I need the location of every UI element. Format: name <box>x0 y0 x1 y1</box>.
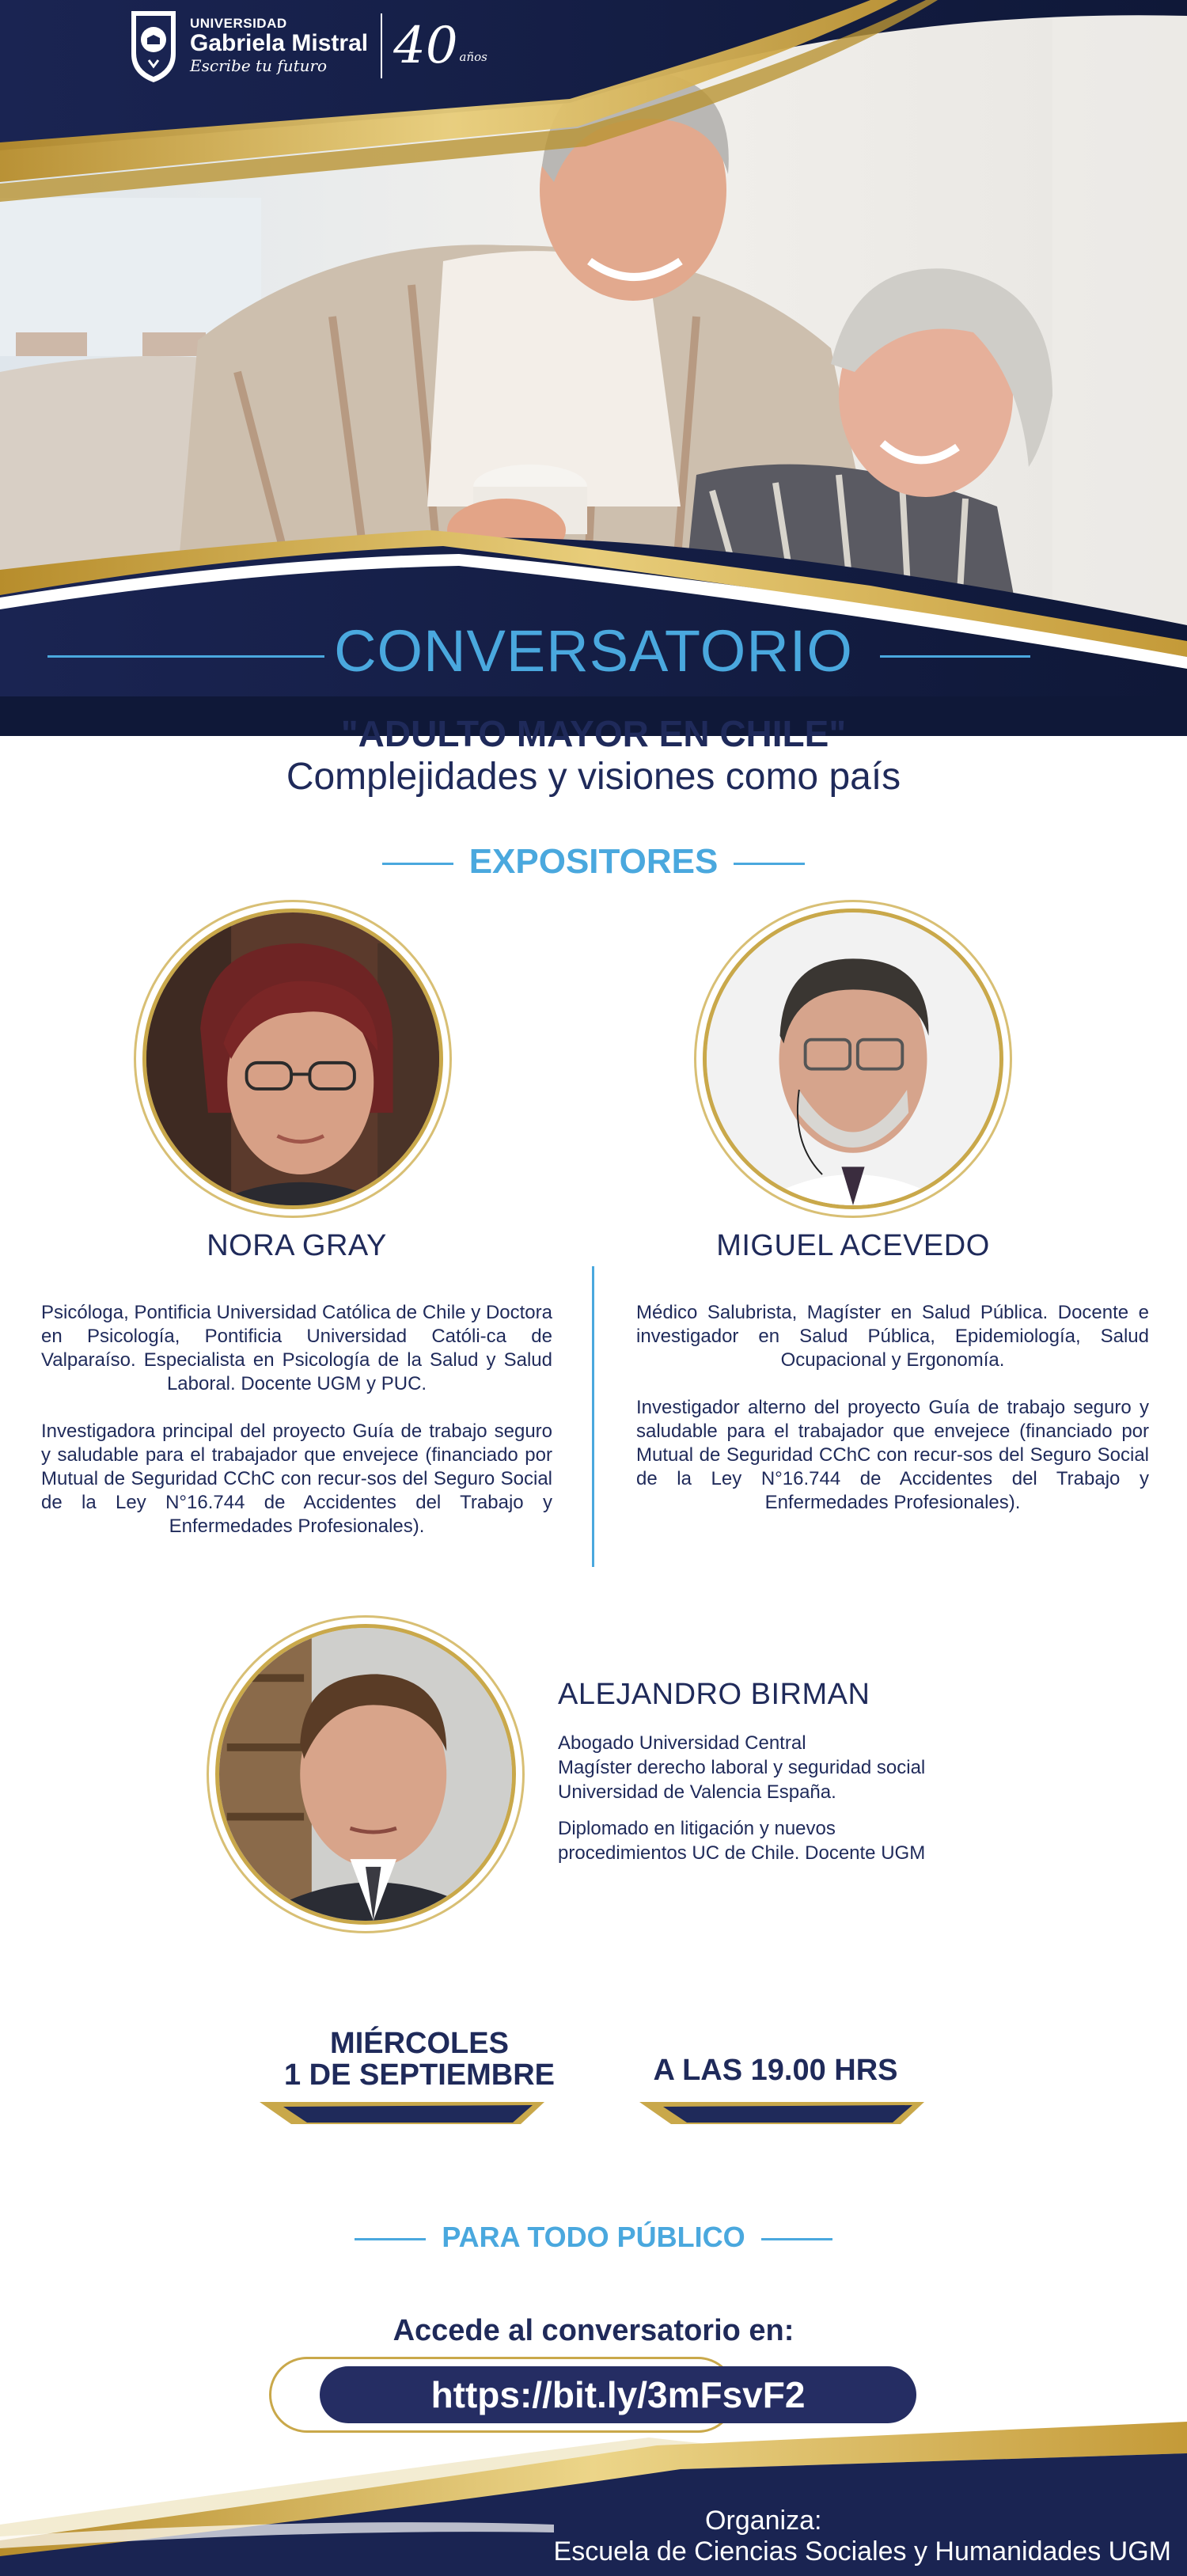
hero-banner <box>0 0 1187 736</box>
access-label: Accede al conversatorio en: <box>393 2314 794 2347</box>
speaker-bio-line: Magíster derecho laboral y seguridad social <box>558 1757 926 1778</box>
speaker-photo-nora-gray <box>142 909 443 1209</box>
university-wordmark <box>190 17 368 75</box>
university-logo[interactable] <box>128 8 487 84</box>
anniversary-number: 40 <box>393 17 458 75</box>
event-time: A LAS 19.00 HRS <box>653 2054 898 2087</box>
speaker-bio-paragraph: Psicóloga, Pontificia Universidad Católica de Chile y Doctora en Psicología, Pontificia Universidad Católi-ca de Valparaíso. Especialista en Psicología de la Salud y Salud Laboral. Docente UGM y PUC. <box>41 1302 552 1394</box>
organizer-name: Escuela de Ciencias Sociales y Humanidades UGM <box>553 2536 1171 2567</box>
speaker-bio-miguel-acevedo <box>636 1301 1149 1515</box>
speakers-heading-text: EXPOSITORES <box>468 842 719 881</box>
event-day: MIÉRCOLES <box>330 2027 509 2060</box>
alejandro-birman-portrait-image <box>219 1628 512 1921</box>
hero-title: CONVERSATORIO <box>334 618 853 684</box>
speaker-column-divider <box>592 1266 594 1567</box>
organizer-label: Organiza: <box>705 2506 822 2536</box>
speaker-bio-line: Abogado Universidad Central <box>558 1732 806 1754</box>
speaker-bio-paragraph <box>558 1731 1033 1804</box>
university-slogan: Escribe tu futuro <box>190 56 328 75</box>
speaker-name-nora-gray: NORA GRAY <box>207 1229 387 1262</box>
time-underline-swoosh <box>639 2099 924 2127</box>
audience-heading <box>0 2221 1187 2254</box>
anniversary-suffix: años <box>459 50 487 64</box>
audience-rule-right <box>761 2238 832 2240</box>
university-name: Gabriela Mistral <box>190 30 369 56</box>
speaker-bio-paragraph: Investigador alterno del proyecto Guía de trabajo seguro y saludable para el trabajador que envejece (financiado por Mutual de Seguridad CChC con recur-sos del Seguro Social de la Ley N°16.744 de Accidentes del Trabajo y Enfermedades Profesionales). <box>636 1397 1149 1513</box>
heading-rule-left <box>382 863 453 865</box>
speaker-bio-alejandro-birman <box>558 1731 1033 1865</box>
speaker-bio-line: procedimientos UC de Chile. Docente UGM <box>558 1842 926 1864</box>
speaker-name-miguel-acevedo: MIGUEL ACEVEDO <box>716 1229 990 1262</box>
title-rule-right <box>880 655 1030 658</box>
event-date <box>237 2028 601 2091</box>
access-url-link[interactable]: https://bit.ly/3mFsvF2 <box>320 2366 916 2423</box>
speaker-photo-alejandro-birman <box>215 1624 516 1925</box>
university-shield-icon <box>128 8 179 84</box>
event-title <box>0 712 1187 799</box>
speaker-name-alejandro-birman: ALEJANDRO BIRMAN <box>558 1678 870 1711</box>
miguel-acevedo-portrait-image <box>707 912 999 1205</box>
heading-rule-right <box>734 863 805 865</box>
event-date-text: 1 DE SEPTIEMBRE <box>283 2058 556 2092</box>
audience-rule-left <box>355 2238 426 2240</box>
nora-gray-portrait-image <box>146 912 439 1205</box>
speaker-photo-miguel-acevedo <box>703 909 1003 1209</box>
speakers-heading <box>0 842 1187 882</box>
university-label: UNIVERSIDAD <box>190 16 287 31</box>
speaker-bio-nora-gray <box>41 1301 552 1538</box>
audience-label: PARA TODO PÚBLICO <box>442 2221 745 2253</box>
speaker-bio-paragraph <box>558 1816 1033 1865</box>
speaker-bio-paragraph: Médico Salubrista, Magíster en Salud Pública. Docente e investigador en Salud Pública, Epidemiología, Salud Ocupacional y Ergonomía. <box>636 1302 1149 1371</box>
event-title-subtitle: Complejidades y visiones como país <box>286 756 901 798</box>
organizer <box>554 2506 1171 2567</box>
speaker-bio-paragraph: Investigadora principal del proyecto Guía de trabajo seguro y saludable para el trabajador que envejece (financiado por Mutual de Seguridad CChC con recur-sos del Seguro Social de la Ley N°16.744 de Accidentes del Trabajo y Enfermedades Profesionales). <box>41 1421 552 1537</box>
speaker-bio-line: Diplomado en litigación y nuevos <box>558 1818 836 1839</box>
speaker-bio-line: Universidad de Valencia España. <box>558 1781 836 1803</box>
logo-divider <box>381 13 382 78</box>
date-underline-swoosh <box>260 2099 544 2127</box>
event-title-main: "ADULTO MAYOR EN CHILE" <box>340 713 847 754</box>
